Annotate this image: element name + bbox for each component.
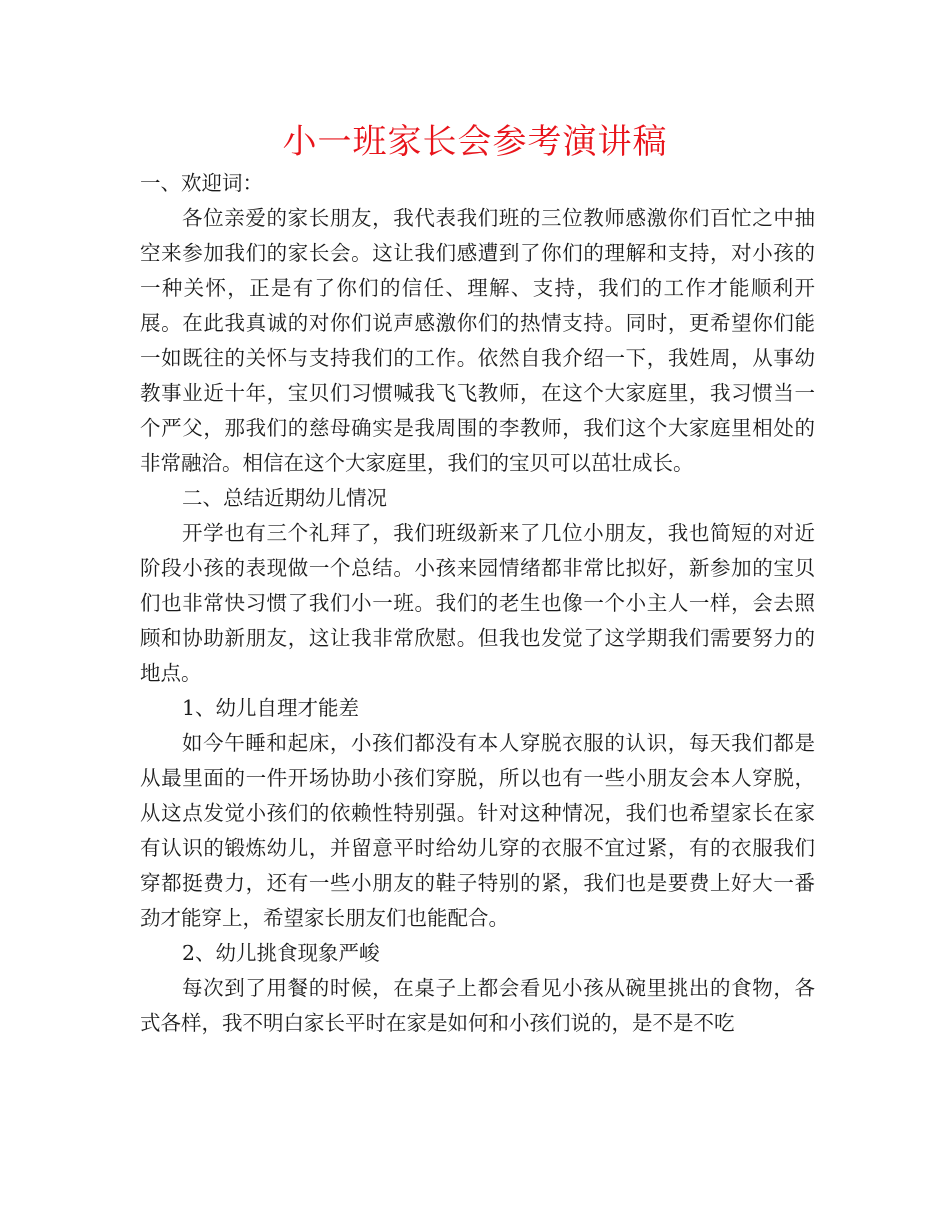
paragraph-welcome: 各位亲爱的家长朋友，我代表我们班的三位教师感激你们百忙之中抽空来参加我们的家长会。这让我们感遭到了你们的理解和支持，对小孩的一种关怀，正是有了你们的信任、理解、支持，我们的工作才能顺利开展。在此我真诚的对你们说声感激你们的热情支持。同时，更希望你们能一如既往的关怀与支持我们的工作。依然自我介绍一下，我姓周，从事幼教事业近十年，宝贝们习惯喊我飞飞教师，在这个大家庭里，我习惯当一个严父，那我们的慈母确实是我周围的李教师，我们这个大家庭里相处的非常融洽。相信在这个大家庭里，我们的宝贝可以茁壮成长。 [140,206,815,475]
section-heading-welcome: 一、欢迎词： [140,171,263,195]
subheading-self-care: 1、幼儿自理才能差 [182,696,360,720]
paragraph-self-care: 如今午睡和起床，小孩们都没有本人穿脱衣服的认识，每天我们都是从最里面的一件开场协助小孩们穿脱，所以也有一些小朋友会本人穿脱，从这点发觉小孩们的依赖性特别强。针对这种情况，我们也希望家长在家有认识的锻炼幼儿，并留意平时给幼儿穿的衣服不宜过紧，有的衣服我们穿都挺费力，还有一些小朋友的鞋子特别的紧，我们也是要费上好大一番劲才能穿上，希望家长朋友们也能配合。 [140,731,815,930]
section-heading-summary: 二、总结近期幼儿情况 [182,486,387,510]
subheading-picky-eating: 2、幼儿挑食现象严峻 [182,941,380,965]
document-body [140,166,815,1041]
paragraph-summary: 开学也有三个礼拜了，我们班级新来了几位小朋友，我也简短的对近阶段小孩的表现做一个总结。小孩来园情绪都非常比拟好，新参加的宝贝们也非常快习惯了我们小一班。我们的老生也像一个小主人一样，会去照顾和协助新朋友，这让我非常欣慰。但我也发觉了这学期我们需要努力的地点。 [140,521,815,685]
document-title: 小一班家长会参考演讲稿 [282,122,668,162]
paragraph-picky-eating: 每次到了用餐的时候，在桌子上都会看见小孩从碗里挑出的食物，各式各样，我不明白家长平时在家是如何和小孩们说的，是不是不吃 [140,976,815,1035]
